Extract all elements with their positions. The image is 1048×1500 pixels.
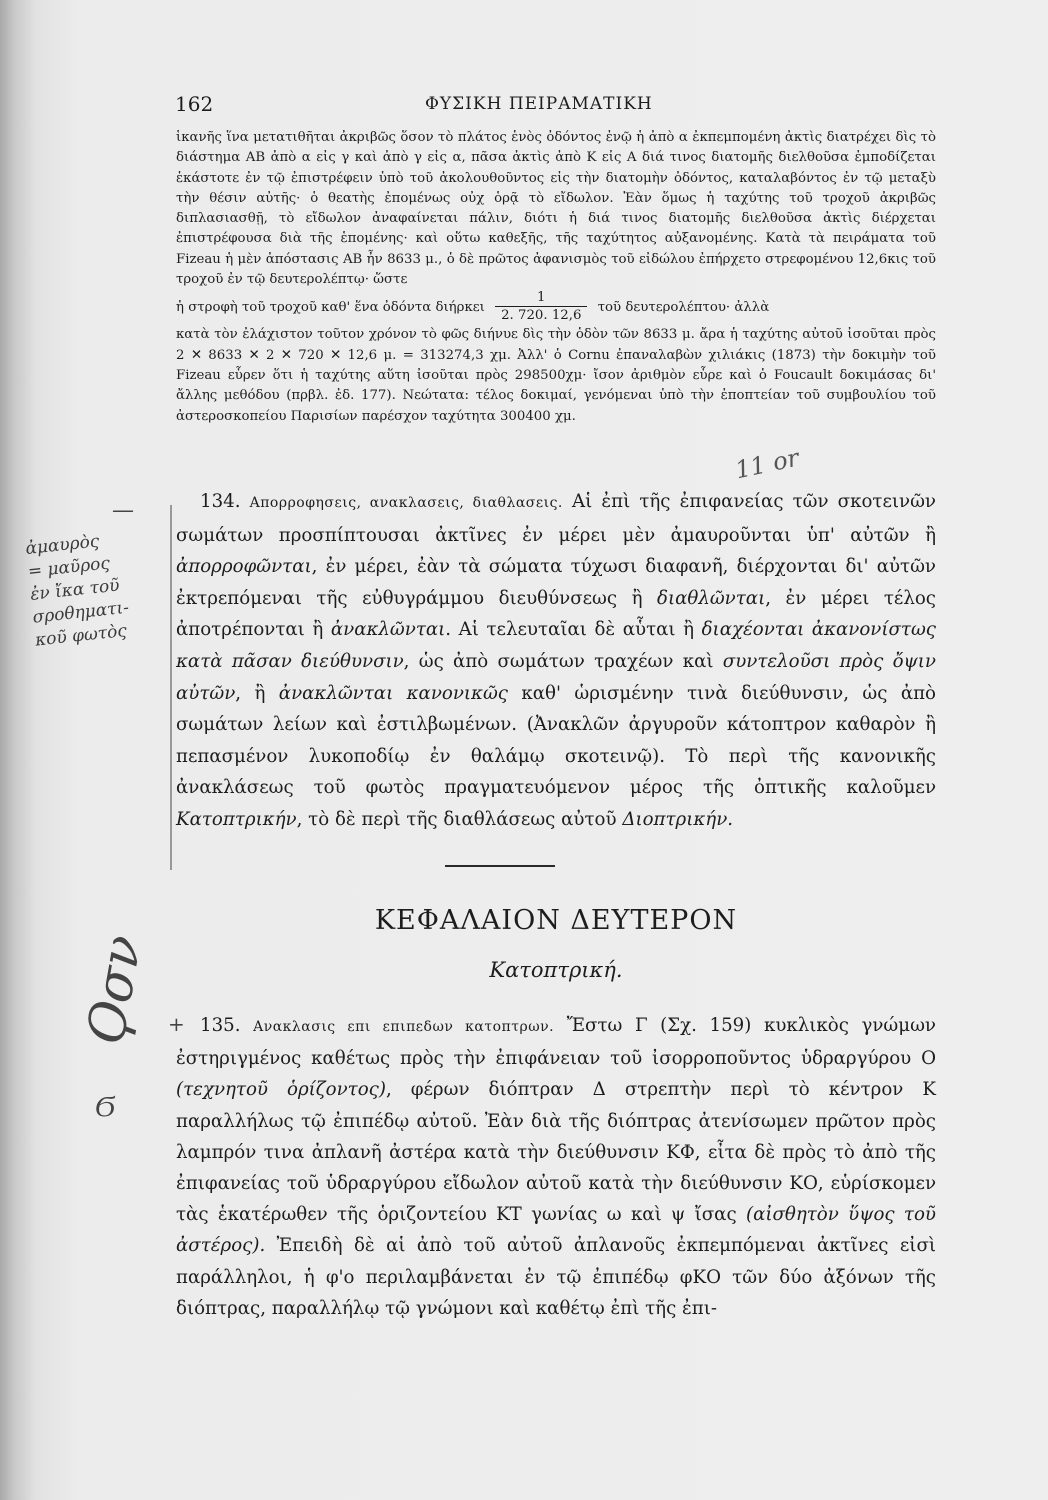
italic-term: διαχέονται ἀκανονίστως κατὰ πᾶσαν διεύθυνσιν <box>176 619 936 672</box>
text-run: , τὸ δὲ περὶ τῆς διαθλάσεως αὐτοῦ <box>296 808 623 830</box>
italic-term: (τεχνητοῦ ὁρίζοντος) <box>176 1079 386 1101</box>
handwritten-scribble: Ϙσν <box>75 930 154 1050</box>
fraction <box>495 290 587 325</box>
italic-term: διαθλῶνται <box>657 587 766 609</box>
text-run: , ἢ <box>235 682 279 704</box>
text-run: , ἐν μέρει τέλος ἀποτρέπονται ἢ <box>176 587 936 641</box>
small-print-line-1: ἱκανῆς ἵνα μετατιθῆται ἀκριβῶς ὅσον τὸ πλάτος ἑνὸς ὀδόντος ἐνῷ ἡ ἀπὸ α ἐκπεμπομένη ἀκτὶς διατρέχει δὶς τὸ διάστημα ΑΒ ἀπὸ α εἰς γ καὶ ἀπὸ γ εἰς α, πᾶσα ἀκτὶς ἀπὸ Κ εἰς Α διά τινος διατομῆς διελθοῦσα ἐμποδίζεται ἑκάστοτε ἐν τῷ ἐπιστρέφειν ὑπὸ τοῦ ἀκολουθοῦντος εἰς τὴν διατομὴν ὀδόντος, καταλαβόντος ἐν τῷ μεταξὺ τὴν θέσιν αὐτῆς· ὁ θεατὴς ἐπομένως οὐχ ὁρᾷ τὸ εἴδωλον. Ἐὰν ὅμως ἡ ταχύτης τοῦ τροχοῦ ἀκριβῶς διπλασιασθῇ, τὸ εἴδωλον ἀναφαίνεται πάλιν, διότι ἡ διά τινος διατομῆς διελθοῦσα ἀκτὶς διέρχεται ἐπιστρέφουσα διὰ τῆς ἑπομένης· καὶ οὕτω καθεξῆς, τῆς ταχύτητος αὐξανομένης. Κατὰ τὰ πειράματα τοῦ Fizeau ἡ μὲν ἀπόστασις ΑΒ ἦν 8633 μ., ὁ δὲ πρῶτος ἀφανισμὸς τοῦ εἰδώλου ἐπήρχετο στρεφομένου 12,6κις τοῦ τροχοῦ ἐν τῷ δευτερολέπτῳ· ὥστε <box>176 130 936 288</box>
fraction-line-before: ἡ στροφὴ τοῦ τροχοῦ καθ' ἕνα ὀδόντα διήρκει <box>176 300 485 316</box>
italic-term: ἀπορροφῶνται <box>176 556 312 578</box>
page-header <box>175 92 935 118</box>
fraction-denominator: 2. 720. 12,6 <box>501 308 582 324</box>
italic-term: Κατοπτρικήν <box>176 808 297 830</box>
handwritten-line: κοῦ φωτὸς <box>34 621 128 651</box>
text-run: . Αἱ τελευταῖαι δὲ αὗται ἢ <box>445 619 702 641</box>
text-run: , ἐν μέρει, ἐὰν τὰ σώματα τύχωσι διαφανῆ, διέρχονται δι' αὐτῶν ἐκτρεπόμεναι τῆς εὐθυγράμμου διευθύνσεως ἢ <box>176 556 936 609</box>
page-number: 162 <box>175 92 214 116</box>
text-run: Ἔστω Γ (Σχ. 159) κυκλικὸς γνώμων ἐστηριγμένος καθέτως πρὸς τὴν ἐπιφάνειαν τοῦ ἰσορροποῦντος ὑδραργύρου Ο <box>176 1015 936 1070</box>
small-print-line-3: κατὰ τὸν ἐλάχιστον τοῦτον χρόνον τὸ φῶς διήνυε δὶς τὴν ὁδὸν τῶν 8633 μ. ἄρα ἡ ταχύτης αὐτοῦ ἰσοῦται πρὸς 2 ✕ 8633 ✕ 2 ✕ 720 ✕ 12,6 μ. = 313274,3 χμ. Ἀλλ' ὁ Cornu ἐπαναλαβὼν χιλιάκις (1873) τὴν δοκιμὴν τοῦ Fizeau εὗρεν ὅτι ἡ ταχύτης αὕτη ἰσοῦται πρὸς 298500χμ· ἴσον ἀριθμὸν εὗρε καὶ ὁ Foucault δοκιμάσας δι' ἄλλης μεθόδου (πρβλ. ἐδ. 177). Νεώτατα: τέλος δοκιμαί, γενόμεναι ὑπὸ τὴν ἐποπτείαν τοῦ συμβουλίου τοῦ ἀστεροσκοπείου Παρισίων παρέσχον ταχύτητα 300400 χμ. <box>176 327 936 424</box>
handwritten-line: σροθηματι- <box>31 597 130 628</box>
section-135-paragraph <box>176 1010 936 1324</box>
running-title: ΦΥΣΙΚΗ ΠΕΙΡΑΜΑΤΙΚΗ <box>425 94 653 114</box>
section-divider <box>445 865 555 867</box>
section-134 <box>176 486 936 836</box>
handwritten-line: ἐν ἴκα τοῦ <box>29 575 121 605</box>
section-135-number: 135. <box>200 1015 241 1036</box>
text-run: , φέρων διόπτραν Δ στρεπτὴν περὶ τὸ κέντρον Κ παραλλήλως τῷ ἐπιπέδῳ αὐτοῦ. Ἐὰν διὰ τῆς διόπτρας ἀτενίσωμεν πρῶτον πρὸς λαμπρόν τινα ἀπλανῆ ἀστέρα κατὰ τὴν διεύθυνσιν ΚΦ, εἶτα δὲ πρὸς τὸ ἀπὸ τῆς ἐπιφανείας τοῦ ὑδραργύρου εἴδωλον αὐτοῦ κατὰ τὴν διεύθυνσιν ΚΟ, εὑρίσκομεν τὰς ἑκατέρωθεν τῆς ὁριζοντείου ΚΤ γωνίας ω καὶ ψ ἴσας <box>176 1079 936 1226</box>
handwritten-line: = μαῦρος <box>26 553 111 582</box>
margin-dash-mark: — <box>112 498 134 523</box>
handwritten-margin-note <box>24 522 185 652</box>
text-run: , ὡς ἀπὸ σωμάτων τραχέων καὶ <box>403 650 723 672</box>
italic-term: ἀνακλῶνται κανονικῶς <box>278 682 508 704</box>
handwritten-scribble-2: Ϭ <box>95 1090 115 1123</box>
section-135-heading: Ανακλασις επι επιπεδων κατοπτρων. <box>253 1019 555 1035</box>
section-134-paragraph <box>176 486 936 836</box>
fraction-numerator: 1 <box>495 290 587 307</box>
chapter-subtitle: Κατοπτρική. <box>489 958 623 982</box>
small-print-paragraph <box>176 128 936 427</box>
italic-term: ἀνακλῶνται <box>330 619 446 641</box>
section-135 <box>176 1010 936 1324</box>
italic-term: (αἰσθητὸν ὕψος τοῦ ἀστέρος). <box>176 1204 936 1257</box>
margin-plus-mark: + <box>168 1012 185 1036</box>
text-run: Αἱ ἐπὶ τῆς ἐπιφανείας τῶν σκοτεινῶν σωμάτων προσπίπτουσαι ἀκτῖνες ἐν μέρει μὲν ἀμαυροῦνται ὑπ' αὐτῶν ἢ <box>176 491 936 546</box>
italic-term: συντελοῦσι πρὸς ὄψιν αὐτῶν <box>176 650 936 704</box>
section-134-heading: Απορροφησεις, ανακλασεις, διαθλασεις. <box>249 495 563 511</box>
chapter-title: ΚΕΦΑΛΑΙΟΝ ΔΕΥΤΕΡΟΝ <box>374 905 738 936</box>
handwritten-top-note: 11 or <box>732 443 802 485</box>
handwritten-line: ἀμαυρὸς <box>24 531 101 560</box>
italic-term: Διοπτρικήν. <box>622 808 734 830</box>
text-run: καθ' ὡρισμένην τινὰ διεύθυνσιν, ὡς ἀπὸ σωμάτων λείων καὶ ἐστιλβωμένων. (Ἀνακλῶν ἀργυροῦν κάτοπτρον καθαρὸν ἢ πεπασμένον λυκοποδίῳ ἐν θαλάμῳ σκοτεινῷ). Τὸ περὶ τῆς κανονικῆς ἀνακλάσεως τοῦ φωτὸς πραγματευόμενον μέρος τῆς ὀπτικῆς καλοῦμεν <box>176 682 937 799</box>
fraction-line-after: τοῦ δευτερολέπτου· ἀλλὰ <box>597 300 770 316</box>
small-print-fraction-line <box>176 290 936 325</box>
text-run: Ἐπειδὴ δὲ αἱ ἀπὸ τοῦ αὐτοῦ ἀπλανοῦς ἐκπεμπόμεναι ἀκτῖνες εἰσὶ παράλληλοι, ἡ φ'ο περιλαμβάνεται ἐν τῷ ἐπιπέδῳ φΚΟ τῶν δύο ἀξόνων τῆς διόπτρας, παραλλήλῳ τῷ γνώμονι καὶ καθέτῳ ἐπὶ τῆς ἐπι- <box>176 1235 936 1319</box>
section-134-number: 134. <box>200 491 241 512</box>
